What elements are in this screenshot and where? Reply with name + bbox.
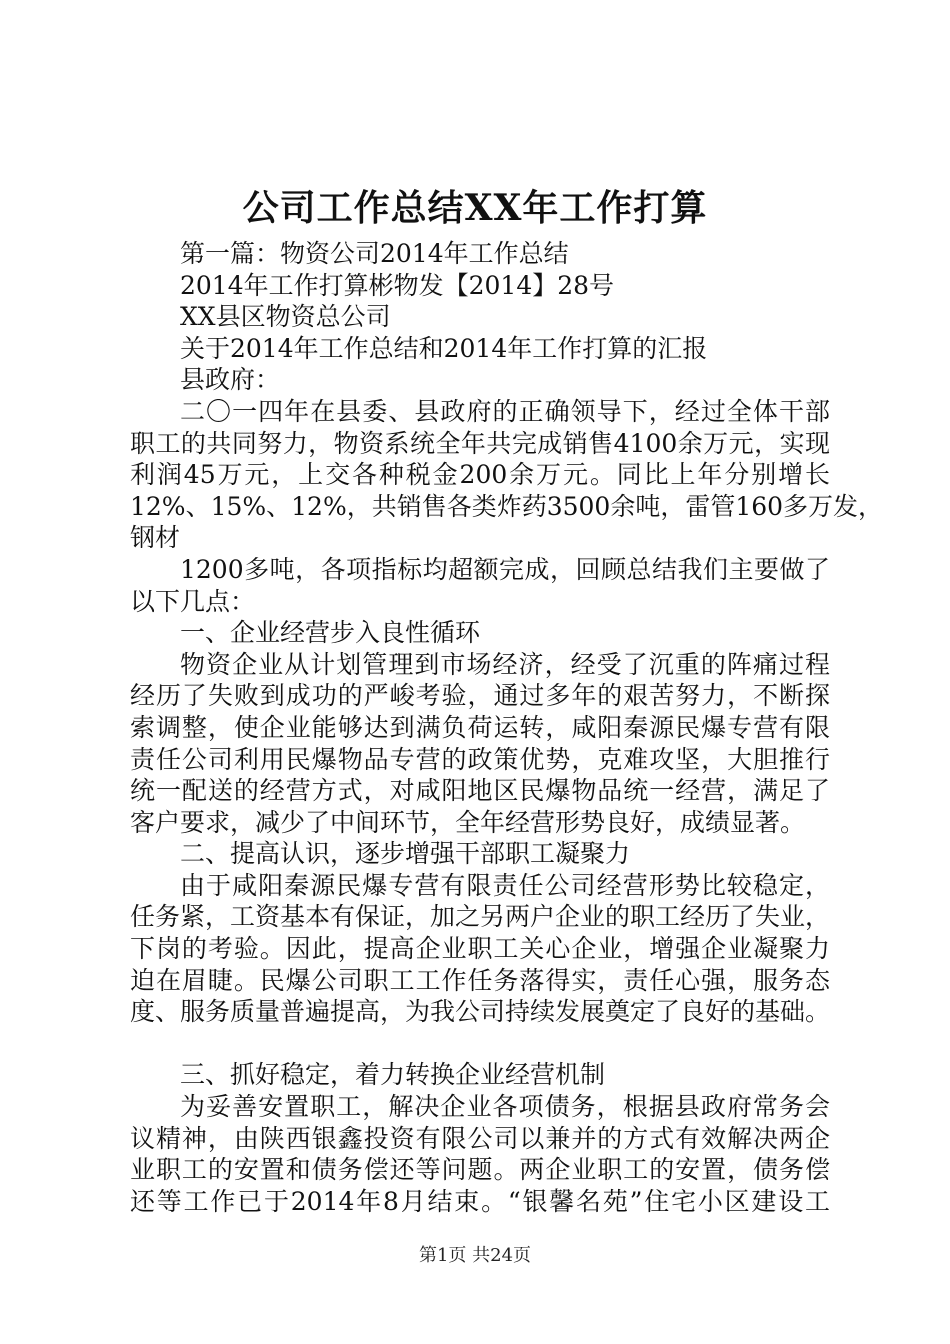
paragraph-line: 迫在眉睫。民爆公司职工工作任务落得实，责任心强，服务态 [130, 965, 830, 995]
paragraph-line: 还等工作已于2014年8月结束。“银馨名苑”住宅小区建设工 [130, 1186, 830, 1216]
paragraph-line: 以下几点： [130, 586, 256, 616]
paragraph-line: 客户要求，减少了中间环节，全年经营形势良好，成绩显著。 [130, 807, 806, 837]
paragraph-line: 12%、15%、12%，共销售各类炸药3500余吨，雷管160多万发， [130, 491, 884, 521]
paragraph-line: 二〇一四年在县委、县政府的正确领导下，经过全体干部 [180, 396, 830, 426]
paragraph-line: 利润45万元，上交各种税金200余万元。同比上年分别增长 [130, 460, 830, 490]
paragraph-line: 钢材 [130, 523, 181, 553]
paragraph-line: 业职工的安置和债务偿还等问题。两企业职工的安置，债务偿 [130, 1155, 830, 1185]
heading-line: XX县区物资总公司 [180, 302, 391, 332]
section-heading: 一、企业经营步入良性循环 [180, 618, 481, 648]
paragraph-line: 责任公司利用民爆物品专营的政策优势，克难攻坚，大胆推行 [130, 744, 830, 774]
page-number-footer: 第1页 共24页 [418, 1245, 532, 1266]
paragraph-line: 任务紧，工资基本有保证，加之另两户企业的职工经历了失业， [130, 902, 831, 932]
paragraph-line: 度、服务质量普遍提高，为我公司持续发展奠定了良好的基础。 [130, 997, 831, 1027]
paragraph-spacer [130, 1028, 830, 1060]
document-body [130, 238, 884, 1217]
paragraph-line: 议精神，由陕西银鑫投资有限公司以兼并的方式有效解决两企 [130, 1123, 830, 1153]
section-heading: 三、抓好稳定，着力转换企业经营机制 [180, 1060, 606, 1090]
paragraph-line: 下岗的考验。因此，提高企业职工关心企业，增强企业凝聚力 [130, 934, 830, 964]
paragraph-line: 索调整，使企业能够达到满负荷运转，咸阳秦源民爆专营有限 [130, 712, 830, 742]
heading-line: 关于2014年工作总结和2014年工作打算的汇报 [180, 333, 708, 363]
section-heading: 二、提高认识，逐步增强干部职工凝聚力 [180, 839, 631, 869]
paragraph-line: 由于咸阳秦源民爆专营有限责任公司经营形势比较稳定， [180, 870, 830, 900]
heading-line: 第一篇：物资公司2014年工作总结 [180, 239, 569, 268]
paragraph-line: 经历了失败到成功的严峻考验，通过多年的艰苦努力，不断探 [130, 681, 830, 711]
paragraph-line: 1200多吨，各项指标均超额完成，回顾总结我们主要做了 [180, 554, 830, 584]
paragraph-line: 统一配送的经营方式，对咸阳地区民爆物品统一经营，满足了 [130, 776, 830, 806]
paragraph-line: 物资企业从计划管理到市场经济，经受了沉重的阵痛过程 [180, 649, 830, 679]
document-title: 公司工作总结XX年工作打算 [242, 187, 708, 229]
salutation-line: 县政府： [180, 365, 281, 395]
heading-line: 2014年工作打算彬物发【2014】28号 [180, 270, 615, 300]
paragraph-line: 为妥善安置职工，解决企业各项债务，根据县政府常务会 [180, 1092, 830, 1122]
paragraph-line: 职工的共同努力，物资系统全年共完成销售4100余万元，实现 [130, 428, 830, 458]
